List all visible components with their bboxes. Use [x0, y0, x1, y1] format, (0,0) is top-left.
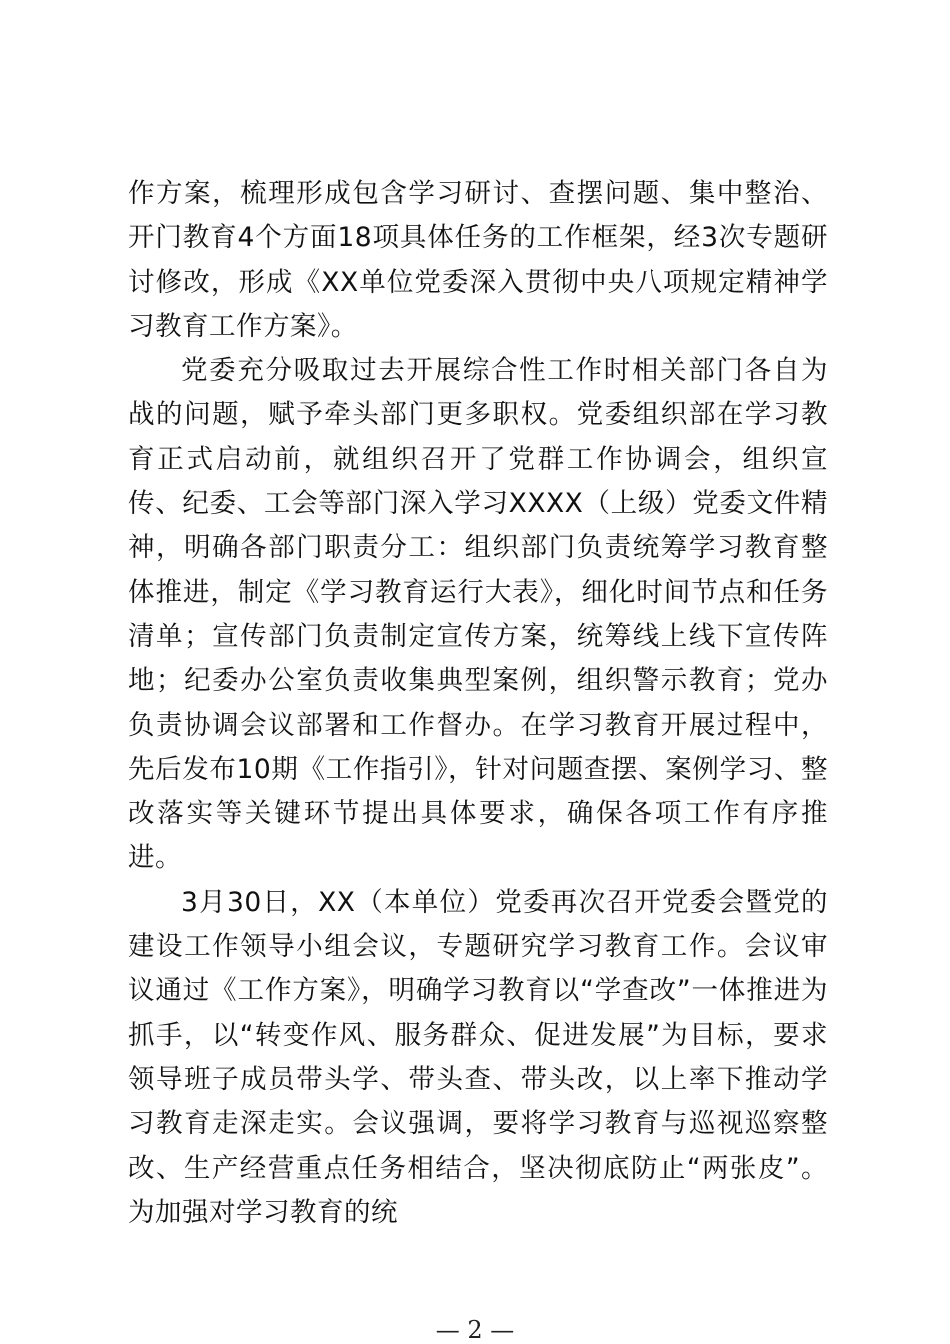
paragraph-continuation: 作方案，梳理形成包含学习研讨、查摆问题、集中整治、开门教育4个方面18项具体任务的工作框架，经3次专题研讨修改，形成《XX单位党委深入贯彻中央八项规定精神学习教育工作方案》。 [128, 178, 828, 342]
page-number: — 2 — [435, 1316, 515, 1344]
paragraph-meeting: 3月30日，XX（本单位）党委再次召开党委会暨党的建设工作领导小组会议，专题研究学习教育工作。会议审议通过《工作方案》，明确学习教育以“学查改”一体推进为抓手，以“转变作风、服务群众、促进发展”为目标，要求领导班子成员带头学、带头查、带头改，以上率下推动学习教育走深走实。会议强调，要将学习教育与巡视巡察整改、生产经营重点任务相结合，坚决彻底防止“两张皮”。为加强对学习教育的统 [128, 886, 828, 1228]
paragraph-coordination: 党委充分吸取过去开展综合性工作时相关部门各自为战的问题，赋予牵头部门更多职权。党委组织部在学习教育正式启动前，就组织召开了党群工作协调会，组织宣传、纪委、工会等部门深入学习XXXX（上级）党委文件精神，明确各部门职责分工：组织部门负责统筹学习教育整体推进，制定《学习教育运行大表》，细化时间节点和任务清单；宣传部门负责制定宣传方案，统筹线上线下宣传阵地；纪委办公室负责收集典型案例，组织警示教育；党办负责协调会议部署和工作督办。在学习教育开展过程中，先后发布10期《工作指引》，针对问题查摆、案例学习、整改落实等关键环节提出具体要求，确保各项工作有序推进。 [128, 355, 828, 874]
document-body [128, 172, 828, 1235]
